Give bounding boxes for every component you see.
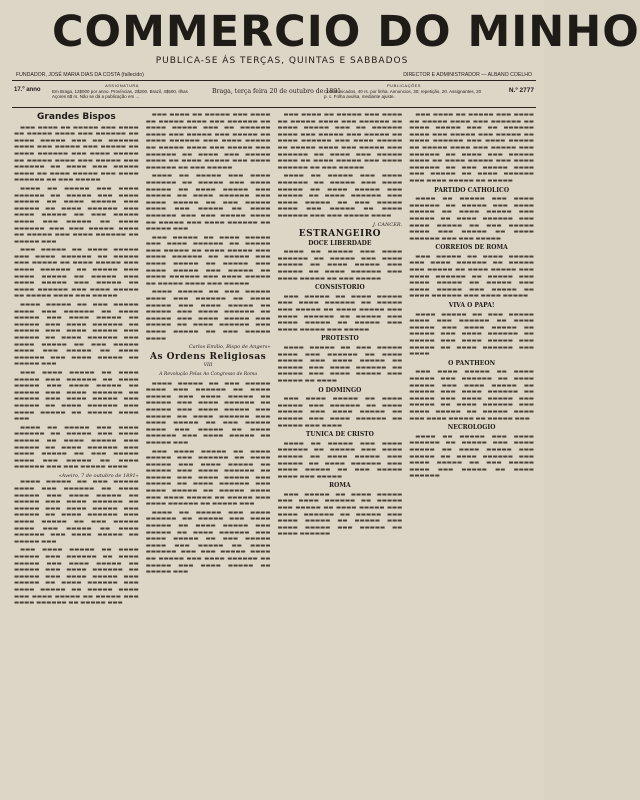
subscription-label: ASSIGNATURA [105,83,139,88]
article-body-doce: ▬▬▬▬ ▬▬ ▬▬▬▬▬ ▬▬▬ ▬▬▬▬ ▬▬▬▬▬▬ ▬▬ ▬▬▬▬▬ ▬▬▬ ▬▬▬▬ ▬▬▬▬▬ ▬▬ ▬▬▬▬ ▬▬▬▬▬ ▬▬▬ ▬▬▬▬▬ ▬▬ ▬▬▬▬ ▬▬▬▬▬▬ ▬▬▬ ▬▬▬▬ ▬▬▬▬▬ ▬▬ ▬▬▬ ▬▬▬▬▬ [277,249,403,282]
info-bar [12,82,536,106]
subscription-text: Em Braga, 12$000 por anno. Províncias, 2$200. Brazil, 4$500. Ilhas Açores 6$ rs. Não se dá a publicação em ... [52,88,188,99]
sub-heading-necrologio: NECROLOGIO [447,424,496,432]
subscription-block [52,83,192,100]
article-signature: J. CANCER. [372,221,403,228]
column-1 [14,112,139,792]
article-body-protesto: ▬▬▬▬ ▬▬▬▬▬ ▬▬ ▬▬▬ ▬▬▬▬▬ ▬▬▬▬ ▬▬▬ ▬▬▬▬▬▬ ▬▬ ▬▬▬▬ ▬▬▬▬▬ ▬▬▬ ▬▬▬▬ ▬▬▬▬▬ ▬▬ ▬▬▬▬▬ ▬▬▬ ▬▬▬▬ ▬▬▬▬▬▬ ▬▬ ▬▬▬▬▬ ▬▬▬ ▬▬▬▬ ▬▬▬▬▬ ▬▬▬ ▬▬▬▬▬ ▬▬ ▬▬▬▬ [277,345,403,384]
article-body-pantheon: ▬▬▬ ▬▬▬▬ ▬▬▬▬▬ ▬▬ ▬▬▬▬ ▬▬▬▬▬ ▬▬▬ ▬▬▬▬▬▬ ▬▬ ▬▬▬▬ ▬▬▬▬▬ ▬▬▬ ▬▬▬▬ ▬▬▬▬▬ ▬▬ ▬▬▬▬▬ ▬▬▬ ▬▬▬▬ ▬▬▬▬▬▬ ▬▬ ▬▬▬▬▬ ▬▬▬ ▬▬▬▬ ▬▬▬▬▬ ▬▬▬ ▬▬▬▬▬ ▬▬ ▬▬▬▬ ▬▬▬▬▬▬ ▬▬▬ ▬▬▬▬ ▬▬▬▬▬ ▬▬ ▬▬▬▬▬ ▬▬▬▬ ▬▬▬ ▬▬▬▬ ▬▬▬▬▬ ▬▬ ▬▬▬▬▬ ▬▬▬ [409,369,534,422]
column-4 [409,112,534,792]
newspaper-title: COMMERCIO DO MINHO [52,7,640,57]
article-body-necrologio: ▬▬▬▬ ▬▬ ▬▬▬▬▬ ▬▬▬ ▬▬▬▬ ▬▬▬▬▬▬ ▬▬ ▬▬▬▬▬ ▬▬▬ ▬▬▬▬ ▬▬▬▬▬ ▬▬ ▬▬▬▬ ▬▬▬▬▬ ▬▬▬ ▬▬▬▬▬ ▬▬ ▬▬▬▬ ▬▬▬▬▬▬ ▬▬▬ ▬▬▬▬ ▬▬▬▬▬ ▬▬ ▬▬▬ ▬▬▬▬▬ ▬▬▬▬ ▬▬▬ ▬▬▬▬▬ ▬▬ ▬▬▬▬ ▬▬▬▬▬▬ [409,433,534,480]
sub-heading-domingo: O DOMINGO [318,386,362,394]
header-rule-bottom [12,107,536,108]
issue-date: Braga, terça feira 20 de outubro de 1891 [212,88,342,95]
article-body: ▬▬▬ ▬▬▬▬ ▬▬ ▬▬▬▬▬ ▬▬▬ ▬▬▬▬ ▬▬ ▬▬▬▬▬ ▬▬▬▬ ▬▬▬ ▬▬▬▬▬▬ ▬▬ ▬▬▬▬ ▬▬▬▬▬ ▬▬▬ ▬▬ ▬▬▬▬▬▬ ▬▬▬▬ ▬▬▬ ▬▬▬▬▬ ▬▬▬ ▬▬▬▬▬ ▬▬ ▬▬▬▬ ▬▬▬▬▬▬ ▬▬▬ ▬▬▬▬ ▬▬▬▬▬ ▬▬ ▬▬▬▬▬ ▬▬▬▬ ▬▬▬ ▬▬▬▬▬ ▬▬▬ ▬▬▬▬▬▬ ▬▬ ▬▬▬▬ ▬▬▬ ▬▬▬▬▬ ▬▬▬▬ ▬▬ ▬▬▬▬ ▬▬▬▬▬ ▬▬▬ ▬▬▬▬ ▬▬▬▬▬▬ ▬▬ ▬▬▬ ▬▬▬▬▬ ▬▬▬▬ ▬▬▬ ▬▬▬▬▬ ▬▬ ▬▬▬▬ ▬▬▬▬▬▬ ▬▬▬ ▬▬▬▬ ▬▬▬▬▬ ▬▬ ▬▬▬▬▬ [409,112,534,184]
column-2 [146,112,271,792]
section-subtitle: A Revolução Pelas Ao Congresso de Roma [159,371,258,377]
article-body-partido: ▬▬▬▬ ▬▬ ▬▬▬▬▬ ▬▬▬ ▬▬▬▬ ▬▬▬▬▬▬ ▬▬ ▬▬▬▬▬ ▬▬▬ ▬▬▬▬ ▬▬▬▬▬ ▬▬ ▬▬▬▬ ▬▬▬▬▬ ▬▬▬ ▬▬▬▬▬ ▬▬ ▬▬▬▬ ▬▬▬▬▬▬ ▬▬▬ ▬▬▬▬ ▬▬▬▬▬ ▬▬ ▬▬▬ ▬▬▬▬▬ ▬▬▬▬ ▬▬▬ ▬▬▬▬▬ ▬▬ ▬▬▬▬ ▬▬▬▬▬▬ ▬▬▬ ▬▬▬ ▬▬▬▬▬ [409,196,534,242]
article-signature: Carlos Emílio, Bispo de Angers» [188,344,271,351]
article-body-ordens: ▬▬▬▬ ▬▬▬▬▬ ▬▬ ▬▬▬ ▬▬▬▬▬ ▬▬▬▬ ▬▬▬ ▬▬▬▬▬▬ ▬▬ ▬▬▬▬ ▬▬▬▬▬ ▬▬▬ ▬▬▬▬ ▬▬▬▬▬ ▬▬ ▬▬▬▬▬ ▬▬▬ ▬▬▬▬ ▬▬▬▬▬▬ ▬▬ ▬▬▬▬▬ ▬▬▬ ▬▬▬▬ ▬▬▬▬▬ ▬▬▬ ▬▬▬▬▬ ▬▬ ▬▬▬▬ ▬▬▬▬▬▬ ▬▬▬ ▬▬▬▬ ▬▬▬▬▬ ▬▬ ▬▬▬ ▬▬▬▬▬ ▬▬▬▬ ▬▬▬ ▬▬▬▬▬ ▬▬ ▬▬▬▬ ▬▬▬▬▬▬ ▬▬▬ ▬▬▬▬ ▬▬▬▬▬ ▬▬ ▬▬▬▬▬ ▬▬▬ ▬▬▬ ▬▬▬▬ ▬▬▬▬▬ ▬▬ ▬▬▬▬ ▬▬▬▬▬ ▬▬▬ ▬▬▬▬▬▬ ▬▬ ▬▬▬▬ ▬▬▬▬▬ ▬▬▬ ▬▬▬▬ ▬▬▬▬▬ ▬▬ ▬▬▬▬▬ ▬▬▬ ▬▬▬▬ ▬▬▬▬▬▬ ▬▬ ▬▬▬▬▬ ▬▬▬ ▬▬▬▬ ▬▬▬▬▬ ▬▬▬ ▬▬▬▬▬ ▬▬ ▬▬▬▬ ▬▬▬▬▬▬ ▬▬▬ ▬▬▬▬ ▬▬▬▬▬ ▬▬ ▬▬▬▬▬ ▬▬▬▬ ▬▬▬ ▬▬▬▬ ▬▬▬▬▬ ▬▬ ▬▬▬▬▬ ▬▬▬ ▬▬▬▬ ▬▬▬▬▬▬ ▬▬ ▬▬▬▬▬ ▬▬▬ ▬▬▬▬ ▬▬ ▬▬▬▬▬ ▬▬▬ ▬▬▬▬ ▬▬▬▬▬▬ ▬▬ ▬▬▬▬▬ ▬▬▬ ▬▬▬▬ ▬▬▬▬▬ ▬▬ ▬▬▬▬ ▬▬▬▬▬ ▬▬▬ ▬▬▬▬▬ ▬▬ ▬▬▬▬ ▬▬▬▬▬▬ ▬▬▬ ▬▬▬▬ ▬▬▬▬▬ ▬▬ ▬▬▬ ▬▬▬▬▬ ▬▬▬▬ ▬▬▬ ▬▬▬▬▬ ▬▬ ▬▬▬▬ ▬▬▬▬▬▬ ▬▬▬ ▬▬▬ ▬▬▬▬▬ ▬▬▬▬ ▬▬ ▬▬▬▬▬ ▬▬▬ ▬▬▬▬ ▬▬▬▬▬▬ ▬▬ ▬▬▬▬▬ ▬▬▬ ▬▬▬▬ ▬▬▬▬▬ ▬▬ ▬▬▬▬▬ ▬▬▬ [145,380,271,576]
sub-heading-protesto: PROTESTO [320,335,359,343]
article-body: ▬▬▬ ▬▬▬▬ ▬▬ ▬▬▬▬▬ ▬▬▬ ▬▬▬▬ ▬▬ ▬▬▬▬▬ ▬▬▬▬ ▬▬▬ ▬▬▬▬▬▬ ▬▬ ▬▬▬▬ ▬▬▬▬▬ ▬▬▬ ▬▬ ▬▬▬▬▬▬ ▬▬▬▬ ▬▬▬ ▬▬▬▬▬ ▬▬▬ ▬▬▬▬▬ ▬▬ ▬▬▬▬ ▬▬▬▬▬▬ ▬▬▬ ▬▬▬▬ ▬▬▬▬▬ ▬▬ ▬▬▬▬▬ ▬▬▬▬ ▬▬▬ ▬▬▬▬▬ ▬▬▬ ▬▬▬▬▬▬ ▬▬ ▬▬▬▬ ▬▬▬ ▬▬▬▬▬ ▬▬▬▬ ▬▬ ▬▬▬▬ ▬▬▬▬▬ ▬▬▬ ▬▬▬▬ ▬▬▬▬▬▬ ▬▬ ▬▬▬ ▬▬▬▬▬ ▬▬▬▬ ▬▬ ▬▬▬▬▬ ▬▬▬ ▬▬▬▬ ▬▬▬▬▬▬ ▬▬ ▬▬▬▬▬ ▬▬▬ ▬▬▬▬ ▬▬▬▬▬ ▬▬ ▬▬▬▬ ▬▬▬▬▬ ▬▬▬ ▬▬▬▬▬ ▬▬ ▬▬▬▬ ▬▬▬▬▬▬ ▬▬▬ ▬▬▬▬ ▬▬▬▬▬ ▬▬ ▬▬▬ ▬▬▬▬▬ ▬▬▬▬ ▬▬▬ ▬▬▬▬▬ ▬▬ ▬▬▬▬ ▬▬▬▬▬▬ ▬▬▬ ▬▬▬ ▬▬▬▬▬ ▬▬▬▬ ▬▬ ▬▬▬▬▬ ▬▬▬ ▬▬▬▬ ▬▬▬▬▬▬ ▬▬ ▬▬▬▬▬ ▬▬▬ ▬▬▬ ▬▬▬▬▬ ▬▬ ▬▬▬▬ ▬▬▬▬▬ ▬▬▬ ▬▬▬▬ ▬▬▬▬▬▬ ▬▬ ▬▬▬▬▬ ▬▬▬ ▬▬▬▬▬ ▬▬ ▬▬▬▬ ▬▬▬▬▬ ▬▬▬ ▬▬▬▬ ▬▬▬▬▬▬ ▬▬ ▬▬▬▬▬ ▬▬▬ ▬▬▬▬ ▬▬▬▬▬ ▬▬ ▬▬▬▬▬ ▬▬▬ ▬▬▬▬ ▬▬▬▬▬ ▬▬▬ ▬▬▬▬▬ ▬▬ ▬▬▬▬ ▬▬▬▬▬▬ ▬▬▬ ▬▬▬▬ ▬▬▬▬▬ ▬▬ ▬▬▬▬▬ ▬▬▬▬ ▬▬▬ ▬▬▬▬▬ ▬▬▬▬ ▬▬▬▬▬ ▬▬ ▬▬▬ ▬▬▬▬▬ ▬▬▬▬ ▬▬▬ ▬▬▬▬▬▬ ▬▬ ▬▬▬▬ ▬▬▬▬▬ ▬▬▬ ▬▬▬▬ ▬▬▬▬▬ ▬▬ ▬▬▬▬▬ ▬▬▬ ▬▬▬▬ ▬▬▬▬▬▬ ▬▬ ▬▬▬▬▬ ▬▬▬ ▬▬▬▬ ▬▬▬▬▬ ▬▬▬ ▬▬▬▬▬ ▬▬ ▬▬▬▬ ▬▬▬▬▬▬ ▬▬▬ ▬▬▬▬ ▬▬▬▬▬ ▬▬ ▬▬▬ ▬▬▬▬▬ ▬▬▬▬ [145,112,271,342]
year-label: 17.º anno [14,87,41,93]
newspaper-subtitle: PUBLICA-SE ÁS TERÇAS, QUINTAS E SABBADOS [155,56,409,66]
sub-heading-doce-liberdade: DOCE LIBERDADE [308,239,372,247]
article-body-consistorio: ▬▬▬ ▬▬▬▬▬ ▬▬ ▬▬▬▬ ▬▬▬▬▬ ▬▬▬ ▬▬▬▬ ▬▬▬▬▬▬ ▬▬ ▬▬▬▬▬ ▬▬▬ ▬▬▬▬▬ ▬▬ ▬▬▬▬ ▬▬▬▬▬ ▬▬▬ ▬▬▬▬ ▬▬▬▬▬▬ ▬▬ ▬▬▬▬▬ ▬▬▬ ▬▬▬▬ ▬▬▬▬▬ ▬▬ ▬▬▬▬▬ ▬▬▬ ▬▬▬▬ ▬▬▬▬▬ ▬▬▬ ▬▬▬▬▬ [277,293,403,333]
article-signature: «Aveiro, 7 de outubro de 1891» [58,472,139,479]
sub-heading-partido: PARTIDO CATHOLICO [434,186,510,194]
publication-label: PUBLICAÇÕES [387,83,421,88]
article-body-continued: ▬▬▬▬ ▬▬▬▬▬ ▬▬ ▬▬▬ ▬▬▬▬▬ ▬▬▬▬ ▬▬▬ ▬▬▬▬▬▬ ▬▬ ▬▬▬▬ ▬▬▬▬▬ ▬▬▬ ▬▬▬▬ ▬▬▬▬▬ ▬▬ ▬▬▬▬▬ ▬▬▬ ▬▬▬▬ ▬▬▬▬▬▬ ▬▬ ▬▬▬▬▬ ▬▬▬ ▬▬▬▬ ▬▬▬▬▬ ▬▬▬ ▬▬▬▬▬ ▬▬ ▬▬▬▬ ▬▬▬▬▬▬ ▬▬▬ ▬▬▬▬ ▬▬▬▬▬ ▬▬ ▬▬▬ ▬▬▬▬▬ ▬▬▬▬ ▬▬▬ ▬▬▬▬▬ ▬▬ ▬▬▬▬ ▬▬▬▬▬▬ ▬▬▬ ▬▬▬▬ ▬▬▬▬▬ ▬▬ ▬▬▬▬▬ ▬▬▬ ▬▬▬ ▬▬▬▬ ▬▬▬▬▬ ▬▬ ▬▬▬▬ ▬▬▬▬▬ ▬▬▬ ▬▬▬▬▬▬ ▬▬ ▬▬▬▬ ▬▬▬▬▬ ▬▬▬ ▬▬▬▬ ▬▬▬▬▬ ▬▬ ▬▬▬▬▬ ▬▬▬ ▬▬▬▬ ▬▬▬▬▬▬ ▬▬ ▬▬▬▬▬ ▬▬▬ ▬▬▬▬ ▬▬▬▬▬ ▬▬▬ ▬▬▬▬▬ ▬▬ ▬▬▬▬ ▬▬▬▬▬▬ ▬▬▬ ▬▬▬▬ ▬▬▬▬▬ ▬▬ ▬▬▬▬▬ ▬▬▬▬ ▬▬▬ ▬▬▬▬ ▬▬▬▬▬ ▬▬ ▬▬▬▬▬ ▬▬▬ ▬▬▬▬ ▬▬▬▬▬▬ ▬▬ ▬▬▬▬▬ ▬▬▬ [14,479,139,607]
sub-heading-correios: CORREIOS DE ROMA [435,244,508,252]
publication-text: Communicados, 40 rs. por linha. Annuncios, 30; repetição, 20. Assignantes, 20 p. c. Folha avulsa, mediante ajuste. [324,88,482,99]
article-body-correios: ▬▬▬ ▬▬▬▬▬ ▬▬ ▬▬▬▬ ▬▬▬▬▬ ▬▬▬ ▬▬▬▬ ▬▬▬▬▬▬ ▬▬ ▬▬▬▬▬ ▬▬▬ ▬▬▬▬▬ ▬▬ ▬▬▬▬ ▬▬▬▬▬ ▬▬▬ ▬▬▬▬ ▬▬▬▬▬▬ ▬▬ ▬▬▬▬▬ ▬▬▬ ▬▬▬▬ ▬▬▬▬▬ ▬▬ ▬▬▬▬▬ ▬▬▬ ▬▬▬▬ ▬▬▬▬▬ ▬▬▬ ▬▬▬▬▬ ▬▬ ▬▬▬▬ ▬▬▬▬▬▬ ▬▬▬ ▬▬▬▬ ▬▬▬▬▬ [409,253,534,300]
founders-line [16,72,532,78]
sub-heading-roma: ROMA [329,482,351,490]
publication-block [324,83,484,100]
article-columns [14,112,534,792]
section-heading-ordens: As Ordens Religiosas [149,351,267,362]
header-rule-top [12,80,536,81]
article-title-grandes-bispos: Grandes Bispos [37,112,116,122]
founder-text: FUNDADOR, JOSÉ MARIA DIAS DA COSTA (fallecido) [16,72,144,78]
article-body-tunica: ▬▬▬▬ ▬▬ ▬▬▬▬▬ ▬▬▬ ▬▬▬▬ ▬▬▬▬▬▬ ▬▬ ▬▬▬▬▬ ▬▬▬ ▬▬▬▬ ▬▬▬▬▬ ▬▬ ▬▬▬▬ ▬▬▬▬▬ ▬▬▬ ▬▬▬▬▬ ▬▬ ▬▬▬▬ ▬▬▬▬▬▬ ▬▬▬ ▬▬▬▬ ▬▬▬▬▬ ▬▬ ▬▬▬ ▬▬▬▬▬ ▬▬▬▬ ▬▬▬ ▬▬▬▬▬ [277,440,403,480]
masthead [52,6,640,66]
sub-heading-tunica: TUNICA DE CRISTO [305,431,374,439]
article-body: ▬▬▬ ▬▬▬▬ ▬▬ ▬▬▬▬▬ ▬▬▬ ▬▬▬▬ ▬▬ ▬▬▬▬▬ ▬▬▬▬ ▬▬▬ ▬▬▬▬▬▬ ▬▬ ▬▬▬▬ ▬▬▬▬▬ ▬▬▬ ▬▬ ▬▬▬▬▬▬ ▬▬▬▬ ▬▬▬ ▬▬▬▬▬ ▬▬▬ ▬▬▬▬▬ ▬▬ ▬▬▬▬ ▬▬▬▬▬▬ ▬▬▬ ▬▬▬▬ ▬▬▬▬▬ ▬▬ ▬▬▬▬▬ ▬▬▬▬ ▬▬▬ ▬▬▬▬▬ ▬▬▬ ▬▬▬▬▬▬ ▬▬ ▬▬▬▬ ▬▬▬ ▬▬▬▬▬ ▬▬▬▬ ▬▬ ▬▬▬▬ ▬▬▬▬▬ ▬▬▬ ▬▬▬▬ ▬▬▬▬▬▬ ▬▬ ▬▬▬ ▬▬▬▬▬ ▬▬▬▬ ▬▬ ▬▬▬▬▬ ▬▬▬ ▬▬▬▬ ▬▬▬▬▬▬ ▬▬ ▬▬▬▬▬ ▬▬▬ ▬▬▬▬ ▬▬▬▬▬ ▬▬ ▬▬▬▬ ▬▬▬▬▬ ▬▬▬ ▬▬▬▬▬ ▬▬ ▬▬▬▬ ▬▬▬▬▬▬ ▬▬▬ ▬▬▬▬ ▬▬▬▬▬ ▬▬ ▬▬▬ ▬▬▬▬▬ ▬▬▬▬ ▬▬▬ ▬▬▬▬▬ ▬▬ ▬▬▬▬ ▬▬▬▬▬▬ ▬▬▬ ▬▬▬ ▬▬▬▬▬ ▬▬▬▬ ▬▬ ▬▬▬▬▬ ▬▬▬ ▬▬▬▬ ▬▬▬▬▬▬ ▬▬ ▬▬▬▬▬ ▬▬▬ ▬▬▬ ▬▬▬▬▬ ▬▬ ▬▬▬▬ ▬▬▬▬▬ ▬▬▬ ▬▬▬▬ ▬▬▬▬▬▬ ▬▬ ▬▬▬▬▬ ▬▬▬ ▬▬▬▬▬ ▬▬ ▬▬▬▬ ▬▬▬▬▬ ▬▬▬ ▬▬▬▬ ▬▬▬▬▬▬ ▬▬ ▬▬▬▬▬ ▬▬▬ ▬▬▬▬ ▬▬▬▬▬ ▬▬ ▬▬▬▬▬ ▬▬▬ ▬▬▬▬ ▬▬▬▬▬ ▬▬▬ ▬▬▬▬▬ ▬▬ ▬▬▬▬ ▬▬▬▬▬▬ ▬▬▬ ▬▬▬▬ ▬▬▬▬▬ ▬▬ ▬▬▬▬▬ ▬▬▬▬ ▬▬▬ ▬▬▬▬▬ ▬▬▬▬ ▬▬▬▬▬ ▬▬ ▬▬▬ ▬▬▬▬▬ ▬▬▬▬ ▬▬▬ ▬▬▬▬▬▬ ▬▬ ▬▬▬▬ ▬▬▬▬▬ ▬▬▬ ▬▬▬▬ ▬▬▬▬▬ ▬▬ ▬▬▬▬▬ ▬▬▬ ▬▬▬▬ ▬▬▬▬▬▬ ▬▬ ▬▬▬▬▬ ▬▬▬ ▬▬▬▬ ▬▬▬▬▬ ▬▬▬ ▬▬▬▬▬ ▬▬ ▬▬▬▬ ▬▬▬▬▬▬ ▬▬▬ ▬▬▬▬ ▬▬▬▬▬ ▬▬ ▬▬▬ ▬▬▬▬▬ ▬▬▬▬ ▬▬▬ ▬▬▬▬▬ ▬▬ ▬▬▬▬ ▬▬▬▬▬▬ ▬▬▬ ▬▬▬▬ ▬▬▬▬▬ ▬▬ ▬▬▬▬▬ ▬▬▬ ▬▬▬ ▬▬▬▬ ▬▬▬▬▬ ▬▬ ▬▬▬▬ ▬▬▬▬▬ ▬▬▬ ▬▬▬▬▬▬ ▬▬ ▬▬▬▬ ▬▬▬▬▬ ▬▬▬ ▬▬▬▬ ▬▬▬▬▬ ▬▬ ▬▬▬▬▬ ▬▬▬ ▬▬▬▬ ▬▬▬▬▬▬ ▬▬ ▬▬▬▬▬ ▬▬▬ ▬▬▬▬ ▬▬▬▬▬ ▬▬▬ ▬▬▬▬▬ ▬▬ ▬▬▬▬ ▬▬▬▬▬▬ ▬▬▬ ▬▬▬▬ ▬▬▬▬▬ ▬▬ ▬▬▬▬▬ ▬▬▬▬ ▬▬▬ ▬▬▬▬ ▬▬ ▬▬▬▬▬ ▬▬▬ ▬▬▬▬ ▬▬▬▬▬▬ ▬▬ ▬▬▬▬▬ ▬▬▬ ▬▬▬▬ ▬▬▬▬▬ ▬▬ ▬▬▬▬ ▬▬▬▬▬ ▬▬▬ ▬▬▬▬▬ ▬▬ ▬▬▬▬ ▬▬▬▬▬▬ ▬▬▬ ▬▬▬▬ ▬▬▬▬▬ ▬▬ ▬▬▬ ▬▬▬▬▬ ▬▬▬▬ ▬▬▬ ▬▬▬▬▬ ▬▬ ▬▬▬▬ ▬▬▬▬▬▬ ▬▬▬ ▬▬▬ ▬▬▬▬▬ ▬▬▬▬ [14,124,139,471]
director-text: DIRECTOR E ADMINISTRADOR — ALBANO COELHO [403,72,532,78]
sub-heading-consistorio: CONSISTORIO [315,284,365,292]
column-3 [278,112,403,792]
article-body-domingo: ▬▬▬ ▬▬▬▬ ▬▬▬▬▬ ▬▬ ▬▬▬▬ ▬▬▬▬▬ ▬▬▬ ▬▬▬▬▬▬ ▬▬ ▬▬▬▬ ▬▬▬▬▬ ▬▬▬ ▬▬▬▬ ▬▬▬▬▬ ▬▬ ▬▬▬▬▬ ▬▬▬ ▬▬▬▬ ▬▬▬▬▬▬ ▬▬ ▬▬▬▬▬ ▬▬▬ ▬▬▬▬ [277,396,403,429]
section-number: VIII [203,363,213,369]
sub-heading-viva-papa: VIVA O PAPA! [448,302,495,310]
section-heading-estrangeiro: ESTRANGEIRO [298,229,382,240]
sub-heading-pantheon: O PANTHEON [448,359,496,367]
issue-number: N.º 2777 [508,87,534,94]
article-body: ▬▬▬ ▬▬▬▬ ▬▬ ▬▬▬▬▬ ▬▬▬ ▬▬▬▬ ▬▬ ▬▬▬▬▬ ▬▬▬▬ ▬▬▬ ▬▬▬▬▬▬ ▬▬ ▬▬▬▬ ▬▬▬▬▬ ▬▬▬ ▬▬ ▬▬▬▬▬▬ ▬▬▬▬ ▬▬▬ ▬▬▬▬▬ ▬▬▬ ▬▬▬▬▬ ▬▬ ▬▬▬▬ ▬▬▬▬▬▬ ▬▬▬ ▬▬▬▬ ▬▬▬▬▬ ▬▬ ▬▬▬▬▬ ▬▬▬▬ ▬▬▬ ▬▬▬▬▬ ▬▬▬ ▬▬▬▬▬▬ ▬▬ ▬▬▬▬ ▬▬▬ ▬▬▬▬▬ ▬▬▬▬ ▬▬ ▬▬▬▬ ▬▬▬▬▬ ▬▬▬ ▬▬▬▬ ▬▬▬▬▬▬ ▬▬ ▬▬▬ ▬▬▬▬▬ ▬▬▬▬ ▬▬ ▬▬▬▬▬ ▬▬▬ ▬▬▬▬ ▬▬▬▬▬▬ ▬▬ ▬▬▬▬▬ ▬▬▬ ▬▬▬▬ ▬▬▬▬▬ ▬▬ ▬▬▬▬ ▬▬▬▬▬ ▬▬▬ ▬▬▬▬▬ ▬▬ ▬▬▬▬ ▬▬▬▬▬▬ ▬▬▬ ▬▬▬▬ ▬▬▬▬▬ ▬▬ ▬▬▬ ▬▬▬▬▬ ▬▬▬▬ ▬▬▬ ▬▬▬▬▬ ▬▬ ▬▬▬▬ ▬▬▬▬▬▬ ▬▬▬ ▬▬▬ ▬▬▬▬▬ ▬▬▬▬ [277,112,403,219]
article-body-viva: ▬▬▬▬ ▬▬▬▬▬ ▬▬ ▬▬▬ ▬▬▬▬▬ ▬▬▬▬ ▬▬▬ ▬▬▬▬▬▬ ▬▬ ▬▬▬▬ ▬▬▬▬▬ ▬▬▬ ▬▬▬▬ ▬▬▬▬▬ ▬▬ ▬▬▬▬▬ ▬▬▬ ▬▬▬▬ ▬▬▬▬▬▬ ▬▬ ▬▬▬▬▬ ▬▬▬ ▬▬▬▬ ▬▬▬▬▬ ▬▬▬ ▬▬▬▬▬ ▬▬ ▬▬▬▬ ▬▬▬▬▬▬ ▬▬▬ ▬▬▬▬ [409,311,534,358]
article-body-roma: ▬▬▬ ▬▬▬▬▬ ▬▬ ▬▬▬▬ ▬▬▬▬▬ ▬▬▬ ▬▬▬▬ ▬▬▬▬▬▬ ▬▬ ▬▬▬▬▬ ▬▬▬ ▬▬▬▬▬ ▬▬ ▬▬▬▬ ▬▬▬▬▬ ▬▬▬ ▬▬▬▬ ▬▬▬▬▬▬ ▬▬ ▬▬▬▬▬ ▬▬▬ ▬▬▬▬ ▬▬▬▬▬ ▬▬ ▬▬▬▬▬ ▬▬▬ ▬▬▬▬ ▬▬▬▬▬ ▬▬▬ ▬▬▬▬▬ ▬▬ ▬▬▬▬ ▬▬▬▬▬▬ [277,491,403,538]
